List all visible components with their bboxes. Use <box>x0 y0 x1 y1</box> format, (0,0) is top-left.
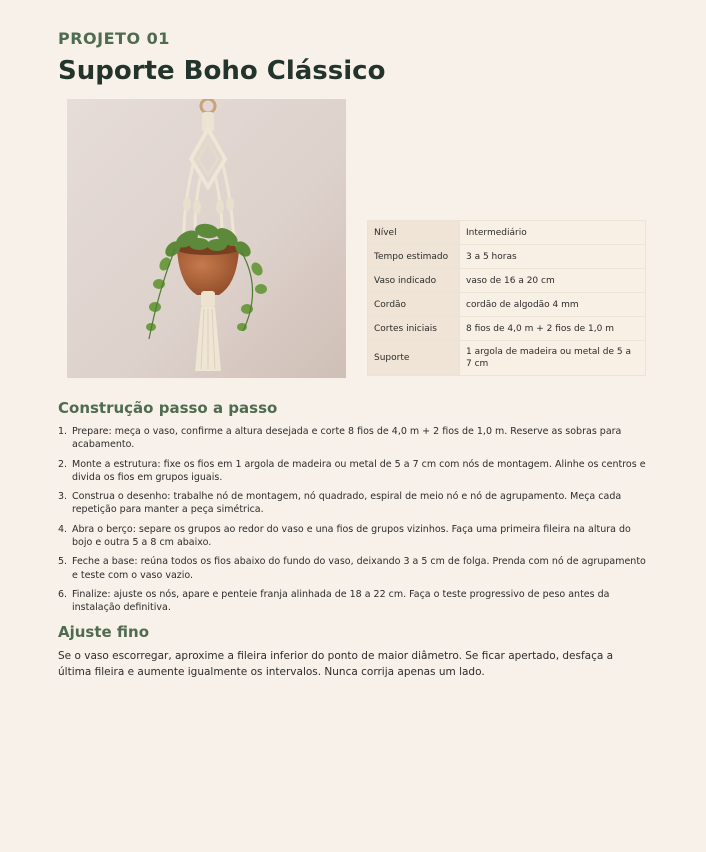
spec-value: 3 a 5 horas <box>460 245 646 269</box>
step-number: 5. <box>58 556 68 568</box>
spec-value: 1 argola de madeira ou metal de 5 a 7 cm <box>460 341 646 376</box>
spec-row <box>368 221 646 245</box>
step-number: 3. <box>58 491 68 503</box>
spec-row <box>368 269 646 293</box>
spec-key: Tempo estimado <box>368 245 460 269</box>
step-item <box>58 523 654 550</box>
step-number: 2. <box>58 458 68 470</box>
spec-value: Intermediário <box>460 221 646 245</box>
step-item <box>58 425 654 452</box>
step-text: Feche a base: reúna todos os fios abaixo do fundo do vaso, deixando 3 a 5 cm de folga. Prenda com nó de agrupamento e teste com o vaso vazio. <box>72 556 646 581</box>
step-number: 6. <box>58 588 68 600</box>
spec-value: cordão de algodão 4 mm <box>460 293 646 317</box>
fine-tune-text: Se o vaso escorregar, aproxime a fileira inferior do ponto de maior diâmetro. Se ficar apertado, desfaça a última fileira e aumente igualmente os intervalos. Nunca corrija apenas um lado. <box>58 650 614 678</box>
spec-key: Cordão <box>368 293 460 317</box>
spec-row <box>368 341 646 376</box>
spec-key: Vaso indicado <box>368 269 460 293</box>
step-number: 4. <box>58 523 68 535</box>
spec-row <box>368 317 646 341</box>
step-item <box>58 458 654 485</box>
fine-tune-heading: Ajuste fino <box>58 623 150 641</box>
step-text: Prepare: meça o vaso, confirme a altura desejada e corte 8 fios de 4,0 m + 2 fios de 1,0 m. Reserve as sobras para acabamento. <box>72 426 622 451</box>
spec-key: Suporte <box>368 341 460 376</box>
step-text: Abra o berço: separe os grupos ao redor do vaso e una fios de grupos vizinhos. Faça uma primeira fileira na altura do bojo e outra 5 a 8 cm abaixo. <box>72 523 631 549</box>
step-number: 1. <box>58 426 68 437</box>
step-item <box>58 490 654 517</box>
steps-heading: Construção passo a passo <box>58 399 278 417</box>
page-title: Suporte Boho Clássico <box>58 56 386 86</box>
step-text: Monte a estrutura: fixe os fios em 1 argola de madeira ou metal de 5 a 7 cm com nós de montagem. Alinhe os centros e divida os fios em grupos iguais. <box>72 458 646 483</box>
project-kicker: PROJETO 01 <box>58 29 170 48</box>
project-specs-table <box>367 220 646 376</box>
spec-row <box>368 293 646 317</box>
spec-key: Nível <box>368 221 460 245</box>
step-item <box>58 588 654 615</box>
spec-value: vaso de 16 a 20 cm <box>460 269 646 293</box>
macrame-plant-hanger-photo <box>67 99 346 378</box>
step-item <box>58 555 654 582</box>
spec-row <box>368 245 646 269</box>
spec-value: 8 fios de 4,0 m + 2 fios de 1,0 m <box>460 317 646 341</box>
step-text: Construa o desenho: trabalhe nó de montagem, nó quadrado, espiral de meio nó e nó de agrupamento. Meça cada repetição para manter a peça simétrica. <box>72 491 622 516</box>
spec-key: Cortes iniciais <box>368 317 460 341</box>
steps-list <box>58 425 654 621</box>
step-text: Finalize: ajuste os nós, apare e penteie franja alinhada de 18 a 22 cm. Faça o teste progressivo de peso antes da instalação definitiva. <box>72 588 610 614</box>
